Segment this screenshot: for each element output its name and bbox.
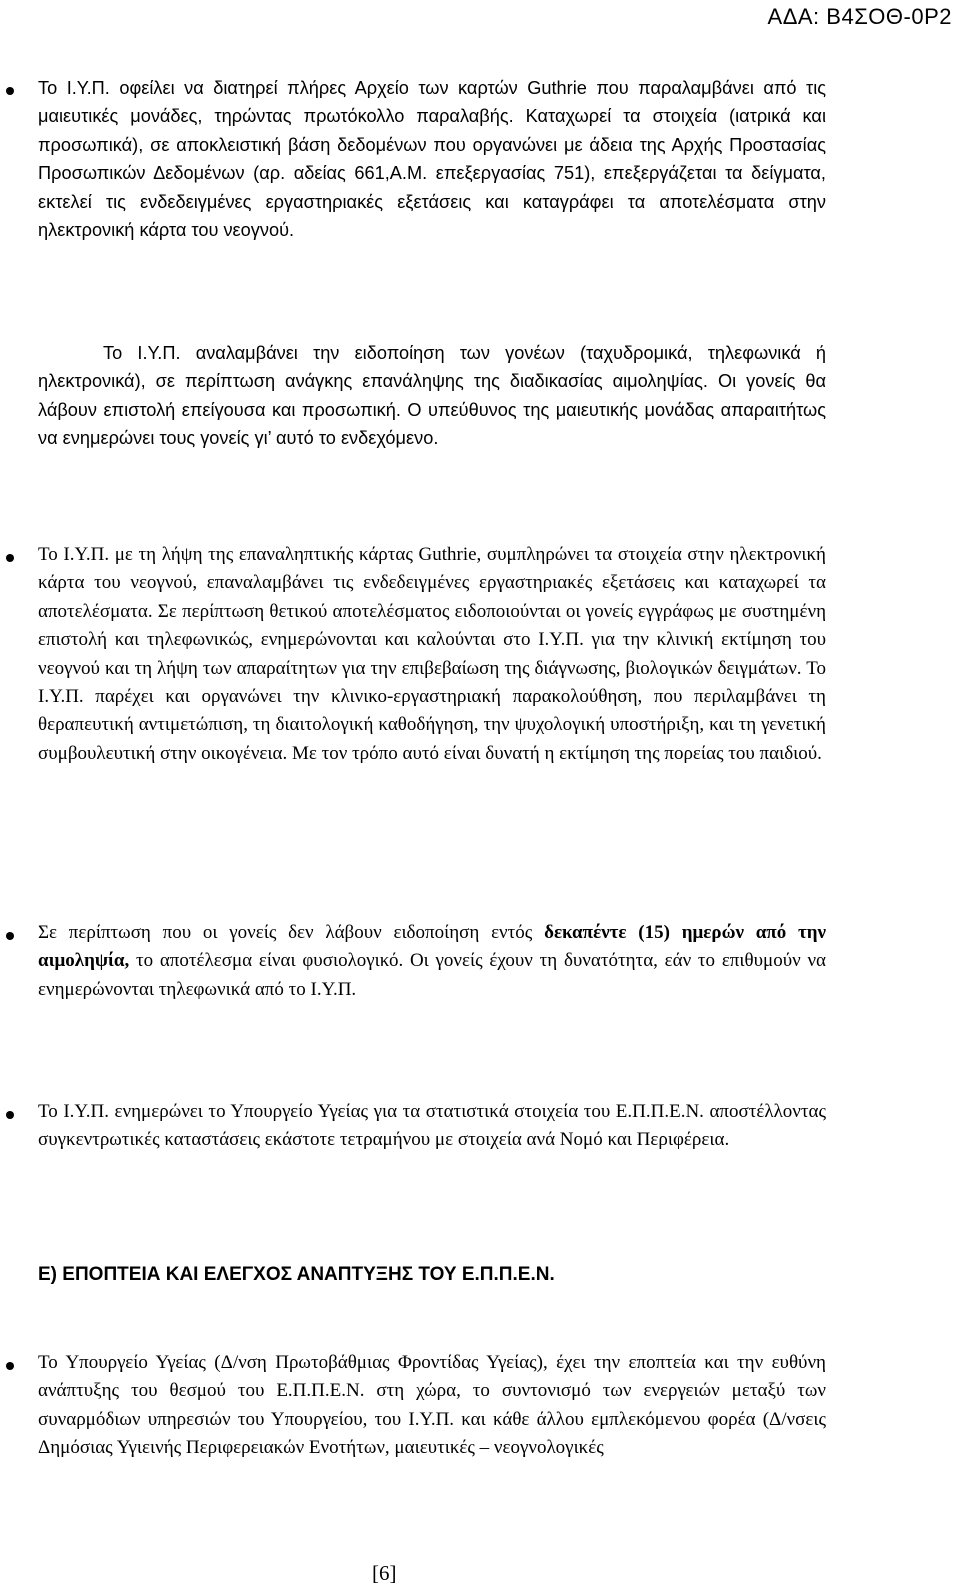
paragraph-repeat-card: Το Ι.Υ.Π. με τη λήψη της επαναληπτικής κάρτας Guthrie, συμπληρώνει τα στοιχεία στην ηλεκτρονική κάρτα του νεογνού, επαναλαμβάνει τις ενδεδειγμένες εργαστηριακές εξετάσεις και καταχωρεί τα αποτελέσματα. Σε περίπτωση θετικού αποτελέσματος ειδοποιούνται οι γονείς εγγράφως με συστημένη επιστολή και τηλεφωνικώς, ενημερώνονται και καλούνται στο Ι.Υ.Π. για την κλινική εκτίμηση του νεογνού και τη λήψη των απαραίτητων για την επιβεβαίωση της διάγνωσης, βιολογικών δειγμάτων. Το Ι.Υ.Π. παρέχει και οργανώνει την κλινικο-εργαστηριακή παρακολούθηση, που περιλαμβάνει τη θεραπευτική αντιμετώπιση, τη διαιτολογική καθοδήγηση, την ψυχολογική υποστήριξη, και τη γενετική συμβουλευτική στην οικογένεια. Με τον τρόπο αυτό είναι δυνατή η εκτίμηση της πορείας του παιδιού. (38, 544, 826, 764)
section-heading: Ε) ΕΠΟΠΤΕΙΑ ΚΑΙ ΕΛΕΓΧΟΣ ΑΝΑΠΤΥΞΗΣ ΤΟΥ Ε.Π.Π.Ε.Ν. (38, 1264, 555, 1285)
bullet-icon (6, 554, 14, 562)
paragraph-parent-notification: Το Ι.Υ.Π. αναλαμβάνει την ειδοποίηση των γονέων (ταχυδρομικά, τηλεφωνικά ή ηλεκτρονικά), σε περίπτωση ανάγκης επανάληψης της διαδικασίας αιμοληψίας. Οι γονείς θα λάβουν επιστολή επείγουσα και προσωπική. Ο υπεύθυνος της μαιευτικής μονάδας απαραιτήτως να ενημερώνει τους γονείς γι’ αυτό το ενδεχόμενο. (38, 343, 826, 449)
paragraph-text: το αποτέλεσμα είναι φυσιολογικό. Οι γονείς έχουν τη δυνατότητα, εάν το επιθυμούν να ενημερώνονται τηλεφωνικά από το Ι.Υ.Π. (38, 950, 826, 1000)
paragraph-ministry: Το Υπουργείο Υγείας (Δ/νση Πρωτοβάθμιας Φροντίδας Υγείας), έχει την εποπτεία και την ευθύνη ανάπτυξης του θεσμού του Ε.Π.Π.Ε.Ν. στη χώρα, το συντονισμό των ενεργειών μεταξύ των συναρμόδιων υπηρεσιών του Υπουργείου, του Ι.Υ.Π. και κάθε άλλου εμπλεκόμενου φορέα (Δ/νσεις Δημόσιας Υγιεινής Περιφερειακών Ενοτήτων, μαιευτικές – νεογνολογικές (38, 1352, 826, 1459)
document-id: ΑΔΑ: Β4ΣΟΘ-0Ρ2 (767, 4, 952, 29)
bullet-icon (6, 932, 14, 940)
page-number: [6] (372, 1561, 397, 1585)
paragraph-archive: Το Ι.Υ.Π. οφείλει να διατηρεί πλήρες Αρχείο των καρτών Guthrie που παραλαμβάνει από τις μαιευτικές μονάδες, τηρώντας πρωτόκολλο παραλαβής. Καταχωρεί τα στοιχεία (ιατρικά και προσωπικά), σε αποκλειστική βάση δεδομένων που οργανώνει με άδεια της Αρχής Προστασίας Προσωπικών Δεδομένων (αρ. αδείας 661,Α.Μ. επεξεργασίας 751), επεξεργάζεται τα δείγματα, εκτελεί τις ενδεδειγμένες εργαστηριακές εξετάσεις και καταγράφει τα αποτελέσματα στην ηλεκτρονική κάρτα του νεογνού. (38, 78, 826, 241)
paragraph-fifteen-days (38, 919, 826, 1004)
emphasis-text: δεκαπέντε (15) ημερών από την αιμοληψία, (38, 922, 826, 972)
bullet-icon (6, 87, 14, 95)
paragraph-text: Σε περίπτωση που οι γονείς δεν λάβουν ειδοποίηση εντός (38, 922, 545, 943)
paragraph-statistics: Το Ι.Υ.Π. ενημερώνει το Υπουργείο Υγείας για τα στατιστικά στοιχεία του Ε.Π.Π.Ε.Ν. αποστέλλοντας συγκεντρωτικές καταστάσεις εκάστοτε τετραμήνου με στοιχεία ανά Νομό και Περιφέρεια. (38, 1101, 826, 1151)
bullet-icon (6, 1111, 14, 1119)
bullet-icon (6, 1362, 14, 1370)
